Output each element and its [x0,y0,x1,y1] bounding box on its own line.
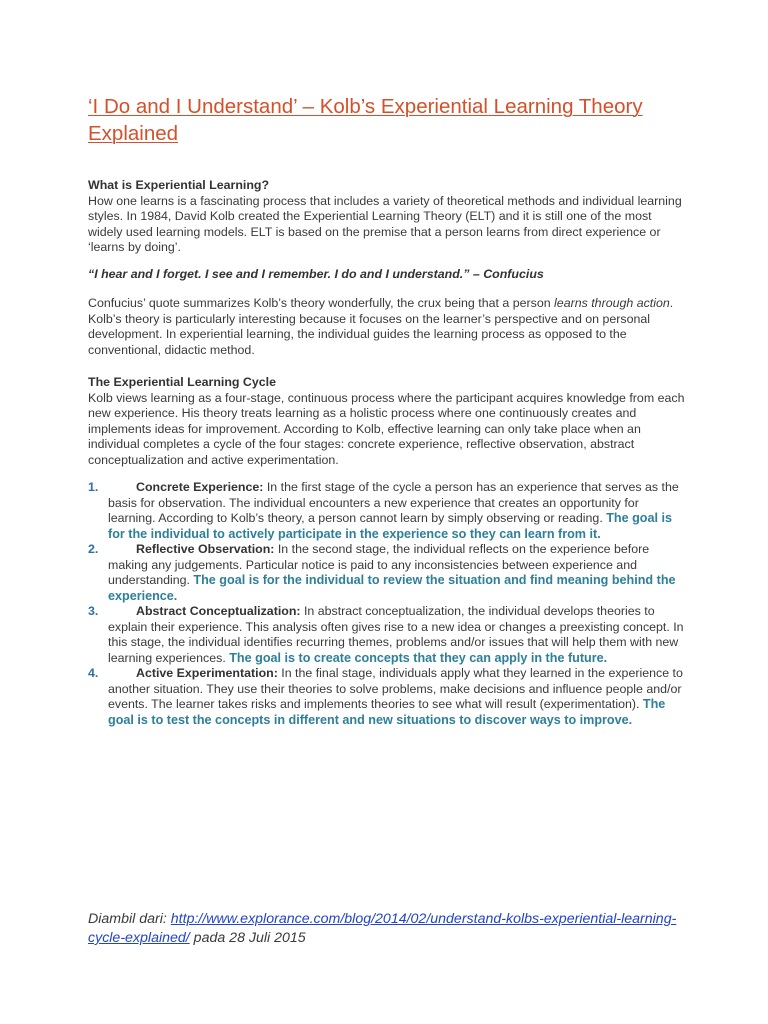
stage-number: 3. [88,604,99,618]
stage-name: Abstract Conceptualization: [136,604,301,618]
cycle-paragraph: Kolb views learning as a four-stage, continuous process where the participant acquires knowledge from each new experience. His theory treats learning as a holistic process where one continuously creates and implements ideas for improvement. According to Kolb, effective learning can only take place when an individual completes a cycle of the four stages: concrete experience, reflective observation, abstract conceptualization and active experimentation. [88,390,685,467]
stages-list [88,480,688,728]
stage-goal: The goal is to create concepts that they can apply in the future. [229,650,608,665]
stage-item [88,542,688,604]
stage-text: In the final stage, individuals apply what they learned in the experience to another situation. They use their theories to solve problems, make decisions and influence people and/or events. The learner takes risks and implements theories to see what will result (experimentation). [108,666,683,711]
stage-goal: The goal is for the individual to actively participate in the experience so they can learn from it. [108,511,672,541]
stage-number: 4. [88,666,99,680]
summary-text-2: . Kolb’s theory is particularly interesting because it focuses on the learner’s perspective and on personal development. In experiential learning, the individual guides the learning process as opposed to the conventional, didactic method. [88,296,674,357]
intro-section [88,178,688,256]
confucius-quote: “I hear and I forget. I see and I remember. I do and I understand.” – Confucius [88,267,544,281]
stage-name: Concrete Experience: [136,480,264,494]
summary-italic: learns through action [554,296,670,310]
intro-heading: What is Experiential Learning? [88,178,270,192]
cycle-section [88,375,688,468]
stage-text: In the first stage of the cycle a person has an experience that serves as the basis for observation. The individual encounters a new experience that creates an opportunity for learning. According to Kolb’s theory, a person cannot learn by simply observing or reading. [108,480,679,525]
stage-goal: The goal is to test the concepts in different and new situations to discover ways to improve. [108,697,666,727]
footer-suffix: pada 28 Juli 2015 [189,930,306,946]
stage-text: In abstract conceptualization, the individual develops theories to explain their experience. This analysis often gives rise to a new idea or changes a preexisting concept. In this stage, the individual identifies recurring themes, problems and/or issues that will help them with new learning experiences. [108,604,684,665]
intro-paragraph: How one learns is a fascinating process that includes a variety of theoretical methods and individual learning styles. In 1984, David Kolb created the Experiential Learning Theory (ELT) and it is still one of the most widely used learning models. ELT is based on the premise that a person learns from direct experience or ‘learns by doing’. [88,193,682,254]
summary-paragraph [88,296,688,358]
stage-item [88,666,688,728]
footer-prefix: Diambil dari: [88,911,171,927]
summary-section [88,296,688,358]
stage-name: Reflective Observation: [136,542,275,556]
stage-number: 2. [88,542,99,556]
stage-item [88,604,688,666]
stage-item [88,480,688,542]
stage-goal: The goal is for the individual to review the situation and find meaning behind the experience. [108,573,676,603]
cycle-heading: The Experiential Learning Cycle [88,375,276,389]
source-link[interactable]: http://www.explorance.com/blog/2014/02/understand-kolbs-experiential-learning-cycle-explained/ [88,911,677,946]
source-footer [88,910,688,948]
summary-text-1: Confucius’ quote summarizes Kolb’s theory wonderfully, the crux being that a person [88,296,555,310]
stage-text: In the second stage, the individual reflects on the experience before making any judgements. Particular notice is paid to any inconsistencies between experience and understanding. [108,542,650,587]
stage-number: 1. [88,480,99,494]
page-title: ‘I Do and I Understand’ – Kolb’s Experiential Learning Theory Explained [88,95,643,145]
stage-name: Active Experimentation: [136,666,278,680]
